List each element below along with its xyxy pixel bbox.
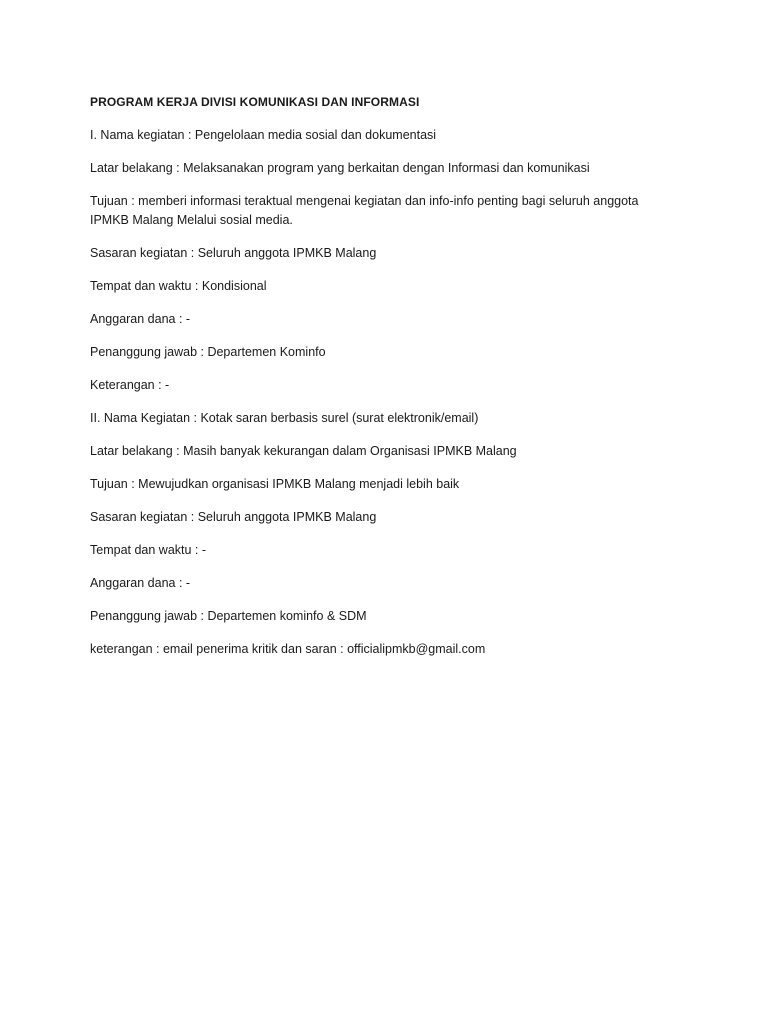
program2-anggaran: Anggaran dana : -: [90, 576, 191, 590]
program1-nama-kegiatan: I. Nama kegiatan : Pengelolaan media sosial dan dokumentasi: [90, 128, 437, 142]
program1-keterangan: Keterangan : -: [90, 378, 170, 392]
document-body: [90, 93, 680, 673]
document-title: PROGRAM KERJA DIVISI KOMUNIKASI DAN INFORMASI: [90, 95, 420, 109]
program2-sasaran: Sasaran kegiatan : Seluruh anggota IPMKB Malang: [90, 510, 377, 524]
program2-keterangan: keterangan : email penerima kritik dan saran : officialipmkb@gmail.com: [90, 642, 486, 656]
program2-penanggung-jawab: Penanggung jawab : Departemen kominfo & SDM: [90, 609, 367, 623]
program1-penanggung-jawab: Penanggung jawab : Departemen Kominfo: [90, 345, 326, 359]
program1-tempat-waktu: Tempat dan waktu : Kondisional: [90, 279, 267, 293]
program2-tujuan: Tujuan : Mewujudkan organisasi IPMKB Malang menjadi lebih baik: [90, 477, 460, 491]
program2-tempat-waktu: Tempat dan waktu : -: [90, 543, 207, 557]
program2-latar-belakang: Latar belakang : Masih banyak kekurangan dalam Organisasi IPMKB Malang: [90, 444, 517, 458]
program1-tujuan: Tujuan : memberi informasi teraktual mengenai kegiatan dan info-info penting bagi seluruh anggota IPMKB Malang Melalui sosial media.: [90, 194, 639, 227]
program1-anggaran: Anggaran dana : -: [90, 312, 191, 326]
program1-latar-belakang: Latar belakang : Melaksanakan program yang berkaitan dengan Informasi dan komunikasi: [90, 161, 590, 175]
program2-nama-kegiatan: II. Nama Kegiatan : Kotak saran berbasis surel (surat elektronik/email): [90, 411, 479, 425]
program1-sasaran: Sasaran kegiatan : Seluruh anggota IPMKB Malang: [90, 246, 377, 260]
